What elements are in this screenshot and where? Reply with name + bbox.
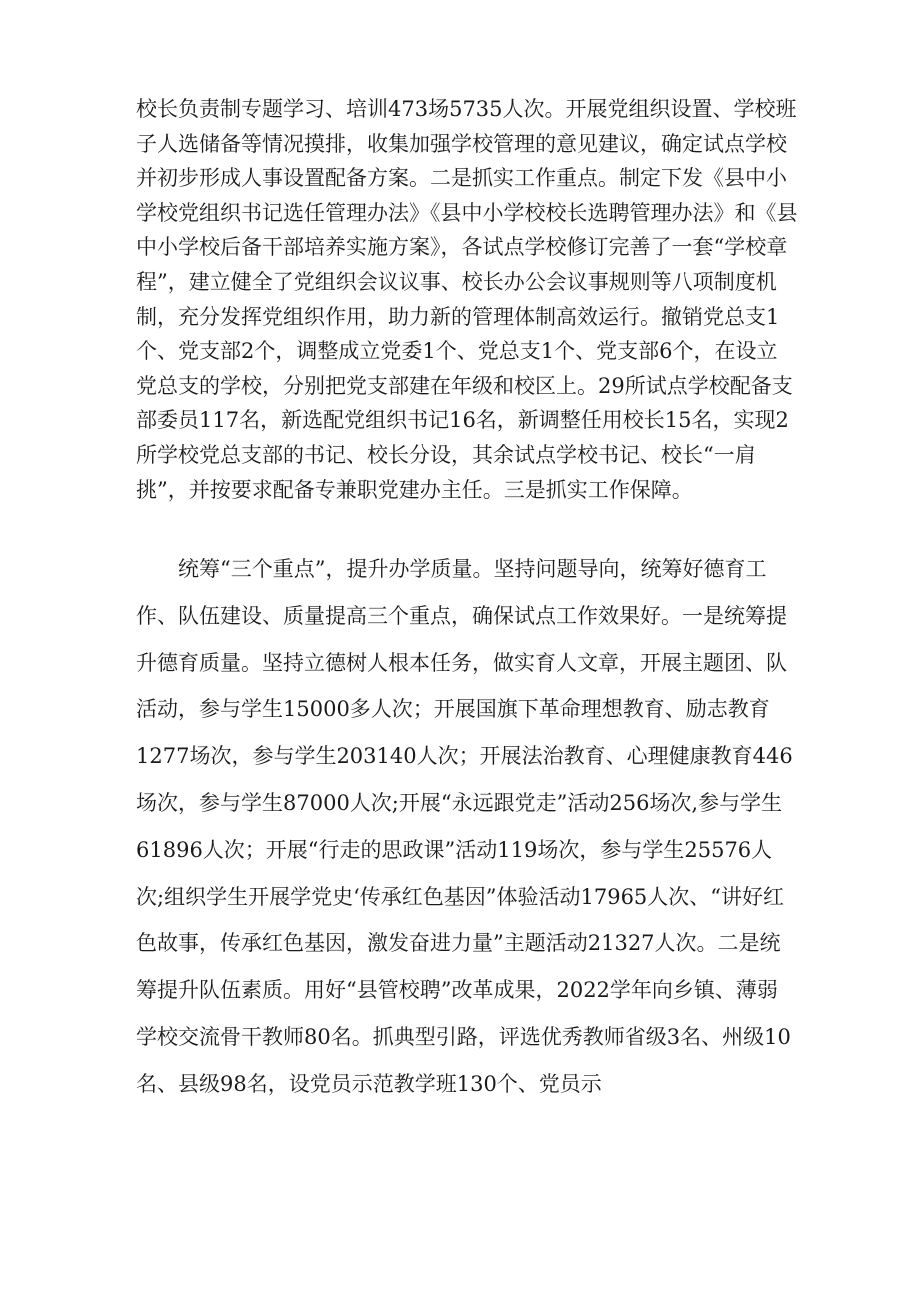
paragraph-1: 校长负责制专题学习、培训473场5735人次。开展党组织设置、学校班子人选储备等情况摸排，收集加强学校管理的意见建议，确定试点学校并初步形成人事设置配备方案。二是抓实工作重点。制定下发《县中小学校党组织书记选任管理办法》《县中小学校校长选聘管理办法》和《县中小学校后备干部培养实施方案》，各试点学校修订完善了一套“学校章程”，建立健全了党组织会议议事、校长办公会议事规则等八项制度机制，充分发挥党组织作用，助力新的管理体制高效运行。撤销党总支1个、党支部2个，调整成立党委1个、党总支1个、党支部6个，在设立党总支的学校，分别把党支部建在年级和校区上。29所试点学校配备支部委员117名，新选配党组织书记16名，新调整任用校长15名，实现2所学校党总支部的书记、校长分设，其余试点学校书记、校长“一肩挑”，并按要求配备专兼职党建办主任。三是抓实工作保障。: [136, 97, 798, 502]
paragraph-2: 统筹“三个重点”，提升办学质量。坚持问题导向，统筹好德育工作、队伍建设、质量提高三个重点，确保试点工作效果好。一是统筹提升德育质量。坚持立德树人根本任务，做实育人文章，开展主题团、队活动，参与学生15000多人次；开展国旗下革命理想教育、励志教育1277场次，参与学生203140人次；开展法治教育、心理健康教育446场次，参与学生87000人次;开展“永远跟党走”活动256场次,参与学生61896人次；开展“行走的思政课”活动119场次，参与学生25576人次;组织学生开展学党史‘传承红色基因”体验活动17965人次、“讲好红色故事，传承红色基因，激发奋进力量”主题活动21327人次。二是统筹提升队伍素质。用好“县管校聘”改革成果，2022学年向乡镇、薄弱学校交流骨干教师80名。抓典型引路，评选优秀教师省级3名、州级10名、县级98名，设党员示范教学班130个、党员示: [136, 557, 793, 1096]
